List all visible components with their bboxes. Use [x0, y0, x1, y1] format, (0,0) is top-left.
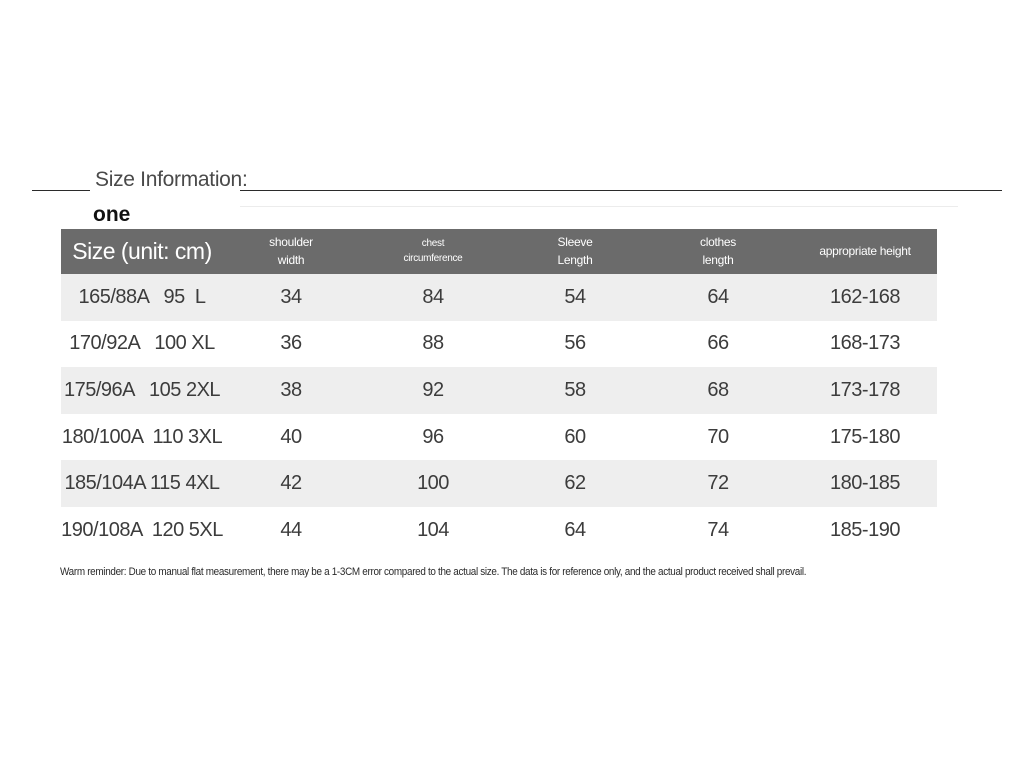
cell-sleeve-length: 54	[564, 285, 586, 308]
cell-chest: 104	[417, 518, 449, 541]
cell-chest: 96	[422, 425, 444, 448]
cell-shoulder-width: 38	[280, 378, 302, 401]
cell-sleeve-length: 62	[564, 472, 586, 495]
cell-sleeve-length: 58	[564, 378, 586, 401]
faint-divider	[240, 206, 958, 207]
header-chest-circumference: chest circumference	[403, 238, 463, 264]
cell-height: 175-180	[830, 425, 900, 448]
cell-size: 175/96A 105 2XL	[63, 378, 221, 401]
header-sleeve-length: Sleeve Length	[557, 235, 593, 267]
cell-clothes-length: 70	[707, 425, 729, 448]
table-row	[61, 460, 937, 507]
cell-chest: 84	[422, 285, 444, 308]
cell-clothes-length: 72	[707, 472, 729, 495]
cell-sleeve-length: 60	[564, 425, 586, 448]
header-size: Size (unit: cm)	[72, 238, 212, 264]
cell-height: 162-168	[830, 285, 900, 308]
table-row	[61, 321, 937, 368]
cell-size: 170/92A 100 XL	[69, 332, 215, 355]
size-table	[61, 229, 937, 554]
cell-sleeve-length: 64	[564, 518, 586, 541]
subtitle-label: one	[93, 203, 131, 226]
cell-clothes-length: 66	[707, 332, 729, 355]
cell-size: 185/104A 115 4XL	[64, 472, 220, 495]
cell-height: 173-178	[830, 378, 900, 401]
cell-sleeve-length: 56	[564, 332, 586, 355]
table-row	[61, 367, 937, 414]
cell-shoulder-width: 42	[280, 472, 302, 495]
warm-reminder-note: Warm reminder: Due to manual flat measurement, there may be a 1-3CM error compared to the actual size. The data is for reference only, and the actual product received shall prevail.	[60, 566, 807, 578]
header-shoulder-width: shoulder width	[269, 235, 313, 267]
cell-chest: 100	[417, 472, 449, 495]
cell-height: 168-173	[830, 332, 900, 355]
cell-shoulder-width: 36	[280, 332, 302, 355]
cell-height: 185-190	[830, 518, 900, 541]
cell-chest: 92	[422, 378, 444, 401]
cell-height: 180-185	[830, 472, 900, 495]
cell-size: 165/88A 95 L	[78, 285, 206, 308]
table-row	[61, 274, 937, 321]
cell-shoulder-width: 34	[280, 285, 302, 308]
table-body	[61, 274, 937, 554]
cell-chest: 88	[422, 332, 444, 355]
cell-shoulder-width: 40	[280, 425, 302, 448]
header-appropriate-height: appropriate height	[819, 243, 911, 258]
cell-size: 180/100A 110 3XL	[61, 425, 223, 448]
cell-shoulder-width: 44	[280, 518, 302, 541]
table-row	[61, 414, 937, 461]
cell-clothes-length: 68	[707, 378, 729, 401]
cell-clothes-length: 74	[707, 518, 729, 541]
cell-clothes-length: 64	[707, 285, 729, 308]
heading-rule-left	[32, 190, 90, 191]
heading-rule-right	[240, 190, 1002, 191]
size-information-title: Size Information:	[95, 168, 248, 191]
table-header	[61, 229, 937, 274]
table-row	[61, 507, 937, 554]
header-clothes-length: clothes length	[700, 235, 736, 267]
cell-size: 190/108A 120 5XL	[61, 518, 223, 541]
